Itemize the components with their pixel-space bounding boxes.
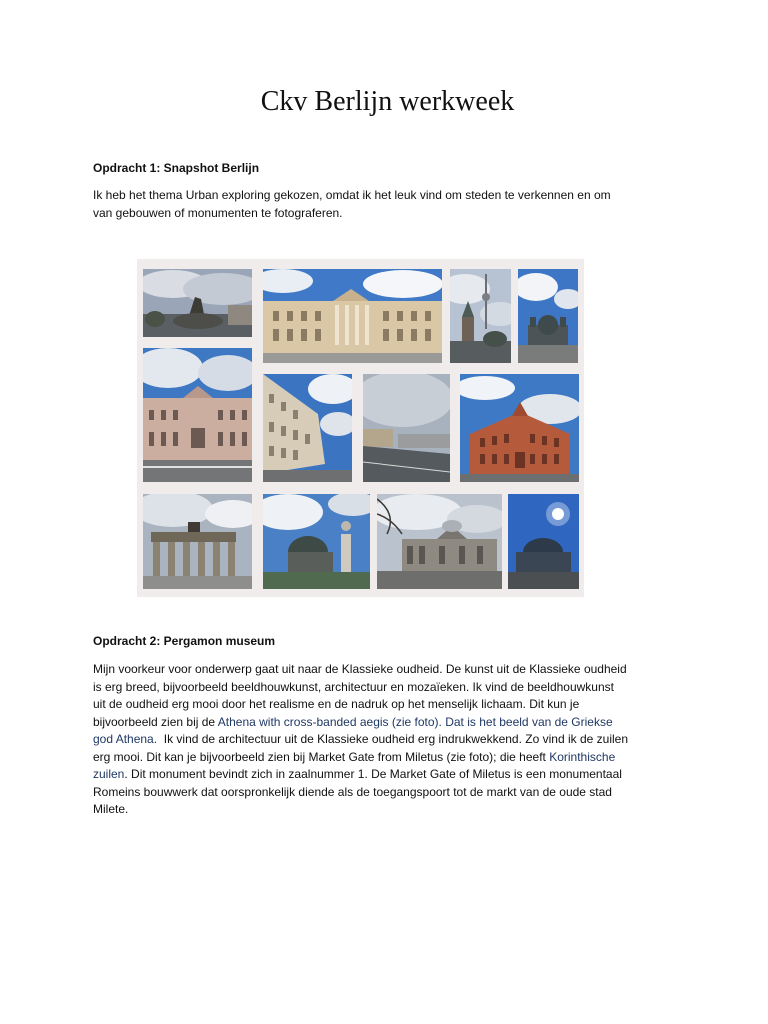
humboldt-library-photo [263, 269, 442, 363]
athena-reference: Athena with cross-banded aegis (zie foto). Dat is het beeld van de Griekse [217, 714, 613, 729]
tv-tower-photo [450, 269, 511, 363]
neptune-fountain-photo [143, 269, 252, 337]
section2-line [93, 749, 683, 767]
section2-line: is erg breed, bijvoorbeeld beeldhouwkunst, architectuur en mozaïeken. Ik vind de beeldhouwkunst [93, 679, 614, 694]
brandenburg-gate-photo [143, 494, 252, 589]
section2-line [93, 766, 683, 784]
section2-text: Ik vind de architectuur uit de Klassieke oudheid erg indrukwekkend. Zo vind ik de zuilen [157, 732, 628, 746]
section2-text: erg mooi. Dit kan je bijvoorbeeld zien bij Market Gate from Miletus (zie foto); die heeft [93, 749, 550, 764]
riverside-photo [363, 374, 450, 482]
cathedral-photo [518, 269, 578, 363]
photo-collage [137, 259, 584, 597]
section2-line: Romeins bouwwerk dat oorspronkelijk diende als de toegangspoort tot de markt van de oude stad [93, 784, 612, 799]
section1-heading: Opdracht 1: Snapshot Berlijn [93, 161, 260, 175]
section2-line: Milete. [93, 802, 129, 816]
section2-line [93, 731, 683, 749]
section2-line: Mijn voorkeur voor onderwerp gaat uit naar de Klassieke oudheid. De kunst uit de Klassieke oudheid [93, 662, 627, 676]
section2-line [93, 714, 683, 732]
zeughaus-photo [143, 348, 252, 482]
section2-text: bijvoorbeeld zien bij de [93, 714, 218, 729]
section1-paragraph [93, 187, 683, 222]
section2-paragraph [93, 661, 683, 819]
section1-line: Ik heb het thema Urban exploring gekozen, omdat ik het leuk vind om steden te verkennen en om [93, 188, 611, 202]
document-title: Ckv Berlijn werkweek [260, 86, 515, 117]
cathedral-statue-photo [263, 494, 370, 589]
athena-name: god Athena. [93, 732, 158, 746]
section1-line: van gebouwen of monumenten te fotograferen. [93, 205, 343, 220]
street-building-photo [263, 374, 352, 482]
red-building-photo [460, 374, 579, 482]
section2-heading: Opdracht 2: Pergamon museum [93, 634, 276, 648]
reichstag-photo [377, 494, 502, 589]
bode-museum-photo [508, 494, 579, 589]
korinthische-reference: Korinthische [549, 749, 616, 764]
section2-text: . Dit monument bevindt zich in zaalnummer 1. De Market Gate of Miletus is een monumentaal [124, 767, 622, 781]
section2-line: uit de oudheid erg mooi door het realisme en de nadruk op het menselijk lichaam. Dit kun je [93, 697, 580, 711]
zuilen-reference: zuilen [93, 767, 125, 781]
